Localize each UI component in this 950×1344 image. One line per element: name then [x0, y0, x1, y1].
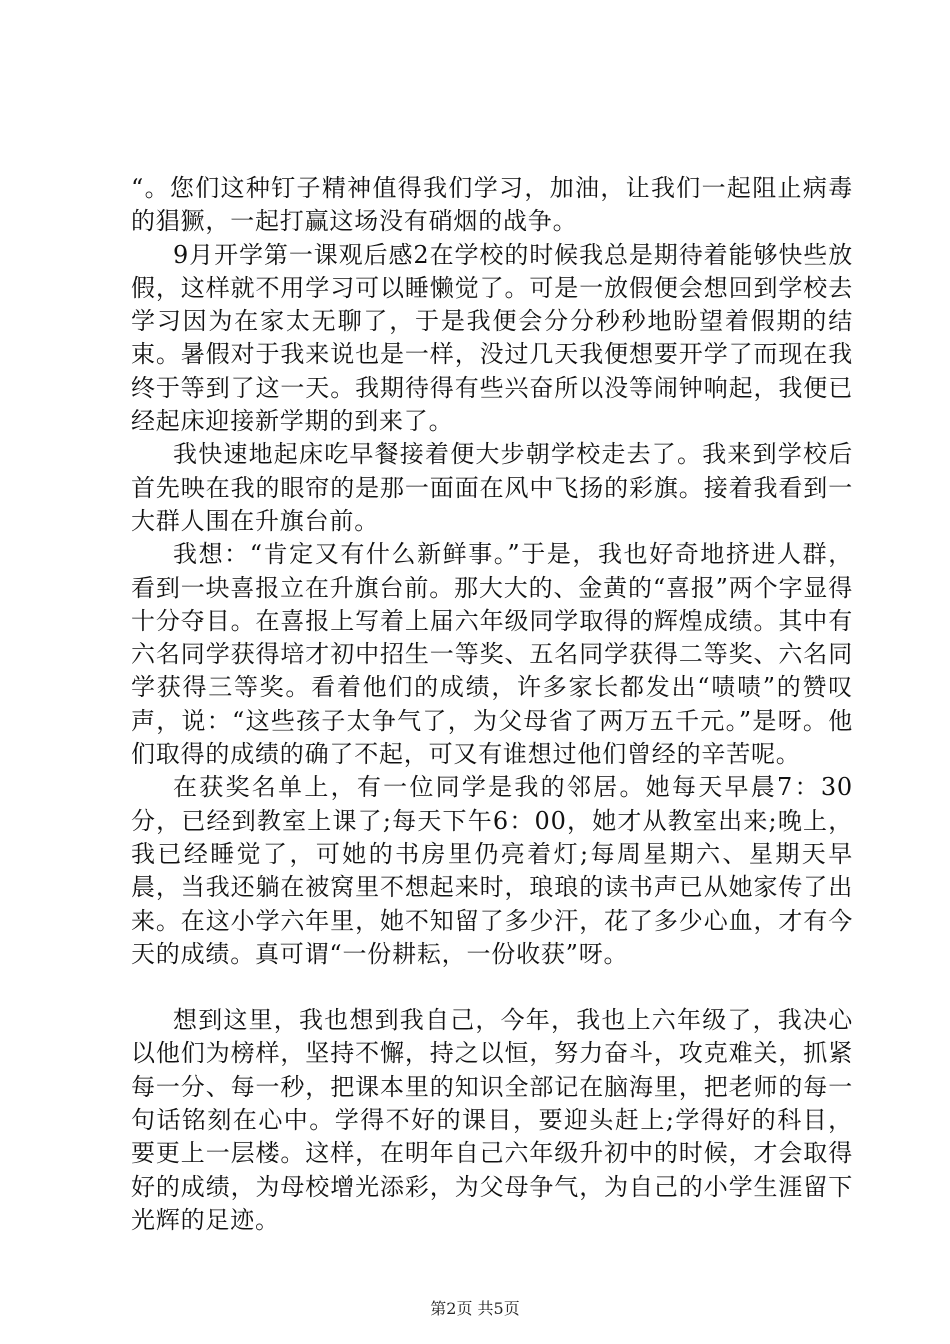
page-number-footer: 第2页 共5页: [430, 1299, 520, 1318]
paragraph-3: 我快速地起床吃早餐接着便大步朝学校走去了。我来到学校后首先映在我的眼帘的是那一面面在风中飞扬的彩旗。接着我看到一大群人围在升旗台前。: [131, 440, 853, 535]
paragraph-2: 9月开学第一课观后感2在学校的时候我总是期待着能够快些放假，这样就不用学习可以睡懒觉了。可是一放假便会想回到学校去学习因为在家太无聊了，于是我便会分分秒秒地盼望着假期的结束。暑假对于我来说也是一样，没过几天我便想要开学了而现在我终于等到了这一天。我期待得有些兴奋所以没等闹钟响起，我便已经起床迎接新学期的到来了。: [131, 240, 853, 436]
paragraph-6: 想到这里，我也想到我自己，今年，我也上六年级了，我决心以他们为榜样，坚持不懈，持之以恒，努力奋斗，攻克难关，抓紧每一分、每一秒，把课本里的知识全部记在脑海里，把老师的每一句话铭刻在心中。学得不好的课目，要迎头赶上;学得好的科目，要更上一层楼。这样，在明年自己六年级升初中的时候，才会取得好的成绩，为母校增光添彩，为父母争气，为自己的小学生涯留下光辉的足迹。: [131, 1006, 853, 1234]
paragraph-5: 在获奖名单上，有一位同学是我的邻居。她每天早晨7：30分，已经到教室上课了;每天下午6：00，她才从教室出来;晚上，我已经睡觉了，可她的书房里仍亮着灯;每周星期六、星期天早晨，当我还躺在被窝里不想起来时，琅琅的读书声已从她家传了出来。在这小学六年里，她不知留了多少汗，花了多少心血，才有今天的成绩。真可谓“一份耕耘，一份收获”呀。: [131, 773, 853, 968]
document-body: [131, 172, 853, 1237]
paragraph-1: “。您们这种钉子精神值得我们学习，加油，让我们一起阻止病毒的猖獗，一起打赢这场没有硝烟的战争。: [131, 174, 853, 236]
paragraph-4: 我想：“肯定又有什么新鲜事。”于是，我也好奇地挤进人群，看到一块喜报立在升旗台前。那大大的、金黄的“喜报”两个字显得十分夺目。在喜报上写着上届六年级同学取得的辉煌成绩。其中有六名同学获得培才初中招生一等奖、五名同学获得二等奖、六名同学获得三等奖。看着他们的成绩，许多家长都发出“啧啧”的赞叹声，说：“这些孩子太争气了，为父母省了两万五千元。”是呀。他们取得的成绩的确了不起，可又有谁想过他们曾经的辛苦呢。: [131, 540, 853, 769]
